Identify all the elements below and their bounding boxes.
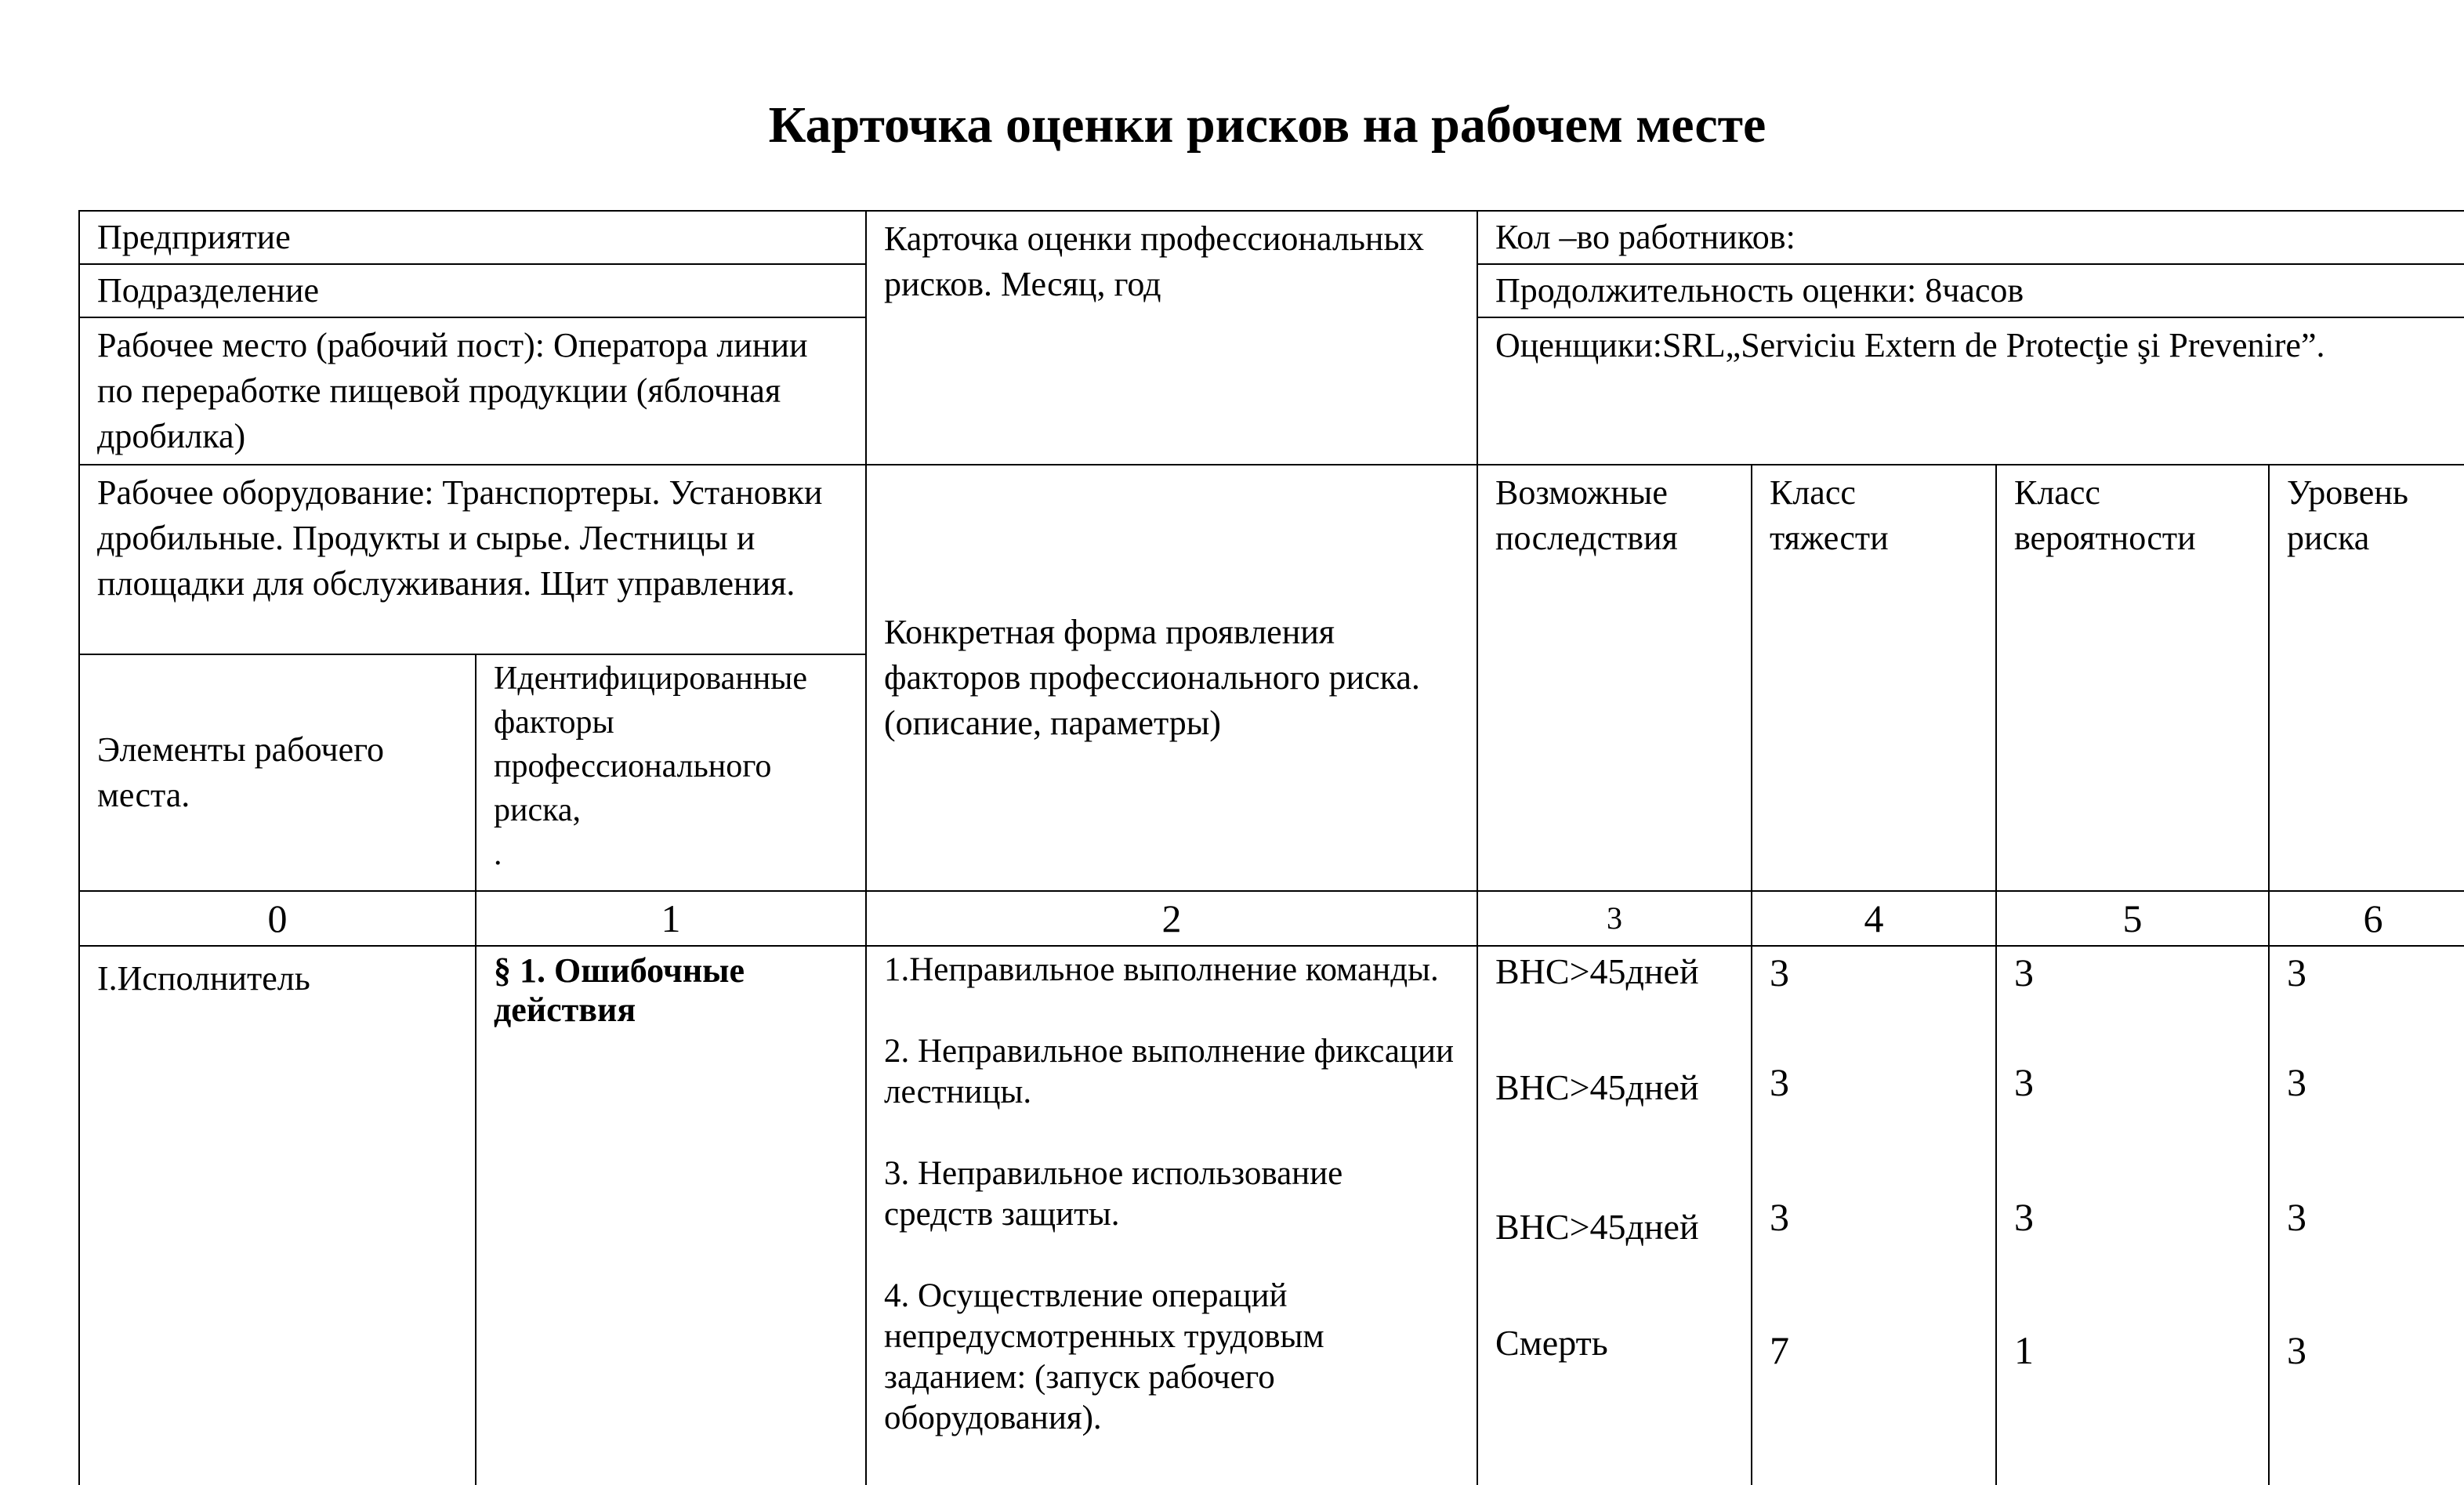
column-number-4: 4 [1752, 891, 1996, 946]
section-row-executor [79, 946, 2464, 1485]
enterprise-cell: Предприятие [79, 211, 866, 264]
probability-cell [1996, 946, 2269, 1485]
form-item-1: 1.Неправильное выполнение команды. [884, 951, 1439, 988]
consequences-header-cell: Возможные последствия [1477, 465, 1752, 891]
risk-item-4: 3 [2287, 1328, 2306, 1372]
risk-assessment-table [78, 210, 2464, 1485]
workplace-cell: Рабочее место (рабочий пост): Оператора линии по переработке пищевой продукции (яблочная дробилка) [79, 317, 866, 465]
consequence-item-2: ВНС>45дней [1495, 1067, 1699, 1107]
column-number-6: 6 [2269, 891, 2464, 946]
equipment-cell: Рабочее оборудование: Транспортеры. Установки дробильные. Продукты и сырье. Лестницы и площадки для обслуживания. Щит управления. [79, 465, 866, 654]
elements-header-cell: Элементы рабочего места. [79, 654, 476, 891]
risk-level-header-cell: Уровень риска [2269, 465, 2464, 891]
consequences-cell [1477, 946, 1752, 1485]
probability-item-1: 3 [2014, 951, 2034, 994]
column-number-0: 0 [79, 891, 476, 946]
element-executor-cell: I.Исполнитель [79, 946, 476, 1485]
assessors-cell: Оценщики:SRL„Serviciu Extern de Protecţie şi Prevenire”. [1477, 317, 2464, 465]
forms-cell [866, 946, 1477, 1485]
factors-header-text: Идентифицированные факторы профессионального риска, [494, 661, 808, 828]
probability-item-4: 1 [2014, 1328, 2034, 1372]
column-number-3: 3 [1477, 891, 1752, 946]
risk-item-1: 3 [2287, 951, 2306, 994]
form-item-2: 2. Неправильное выполнение фиксации лестницы. [884, 1033, 1454, 1110]
risk-item-2: 3 [2287, 1060, 2306, 1104]
probability-item-3: 3 [2014, 1195, 2034, 1239]
form-item-4: 4. Осуществление операций непредусмотренных трудовым заданием: (запуск рабочего оборудования). [884, 1277, 1324, 1436]
severity-cell [1752, 946, 1996, 1485]
probability-header-cell: Класс вероятности [1996, 465, 2269, 891]
form-header-cell: Конкретная форма проявления факторов профессионального риска. (описание, параметры) [866, 465, 1477, 891]
factors-header-dot: . [494, 836, 502, 872]
factor-errors-cell: § 1. Ошибочные действия [476, 946, 866, 1485]
consequence-item-1: ВНС>45дней [1495, 951, 1699, 991]
columns-row-equipment [79, 465, 2464, 654]
severity-item-4: 7 [1770, 1328, 1789, 1372]
risk-level-cell [2269, 946, 2464, 1485]
column-numbers-row [79, 891, 2464, 946]
severity-item-3: 3 [1770, 1195, 1789, 1239]
card-label-cell: Карточка оценки профессиональных рисков. Месяц, год [866, 211, 1477, 465]
form-item-3: 3. Неправильное использование средств защиты. [884, 1155, 1343, 1233]
header-row-enterprise [79, 211, 2464, 264]
severity-item-1: 3 [1770, 951, 1789, 994]
page-title: Карточка оценки рисков на рабочем месте [768, 96, 1766, 154]
consequence-item-4: Смерть [1495, 1323, 1608, 1363]
risk-card-sheet [78, 210, 2464, 1485]
column-number-1: 1 [476, 891, 866, 946]
probability-item-2: 3 [2014, 1060, 2034, 1104]
duration-cell: Продолжительность оценки: 8часов [1477, 264, 2464, 317]
risk-item-3: 3 [2287, 1195, 2306, 1239]
column-number-2: 2 [866, 891, 1477, 946]
employees-cell: Кол –во работников: [1477, 211, 2464, 264]
factors-header-cell [476, 654, 866, 891]
severity-header-cell: Класс тяжести [1752, 465, 1996, 891]
subdivision-cell: Подразделение [79, 264, 866, 317]
consequence-item-3: ВНС>45дней [1495, 1207, 1699, 1247]
column-number-5: 5 [1996, 891, 2269, 946]
severity-item-2: 3 [1770, 1060, 1789, 1104]
